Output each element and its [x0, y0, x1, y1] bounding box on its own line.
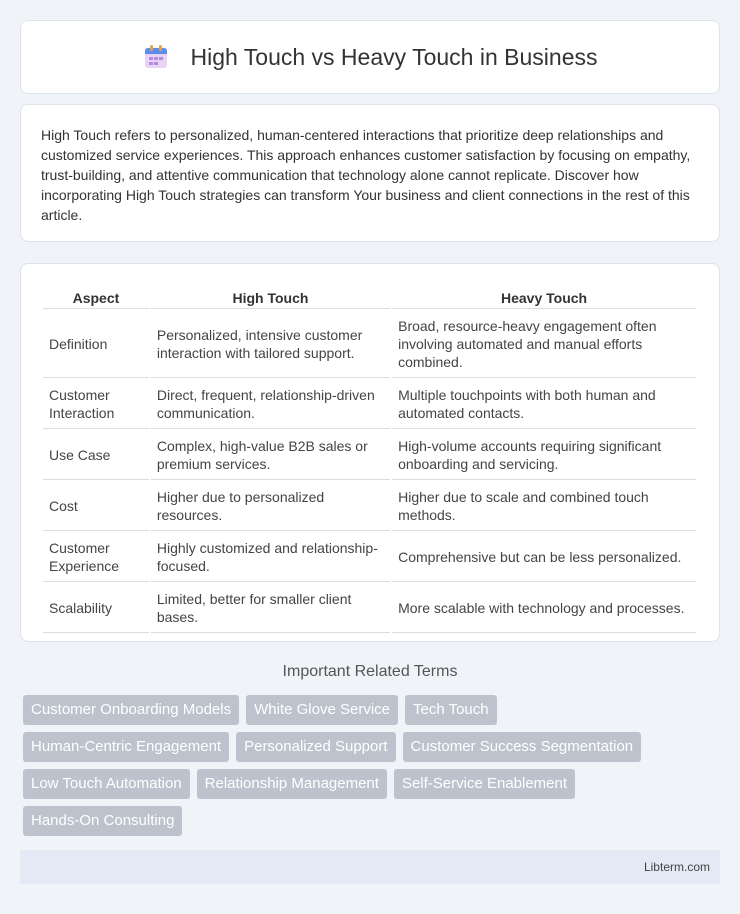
table-row — [43, 533, 696, 582]
term-tag[interactable]: Hands-On Consulting — [23, 806, 182, 836]
term-tag[interactable]: White Glove Service — [246, 695, 398, 725]
header-heavy-touch: Heavy Touch — [392, 286, 696, 309]
footer-site-link[interactable]: Libterm.com — [643, 860, 710, 874]
row-high-touch: Complex, high-value B2B sales or premium services. — [151, 431, 390, 480]
comparison-card — [20, 263, 720, 642]
term-tag[interactable]: Tech Touch — [405, 695, 497, 725]
table-row — [43, 584, 696, 633]
page-title: High Touch vs Heavy Touch in Business — [190, 43, 598, 70]
footer — [20, 850, 720, 884]
term-tag[interactable]: Customer Onboarding Models — [23, 695, 239, 725]
row-heavy-touch: Multiple touchpoints with both human and automated contacts. — [392, 380, 696, 429]
row-aspect: Use Case — [43, 431, 149, 480]
intro-paragraph: High Touch refers to personalized, human-centered interactions that prioritize deep relationships and customized service experiences. This approach enhances customer satisfaction by focusing on empathy, trust-building, and attentive communication that technology alone cannot replicate. Discover how incorporating High Touch strategies can transform Your business and client connections in the rest of this article. — [41, 127, 691, 223]
row-high-touch: Limited, better for smaller client bases. — [151, 584, 390, 633]
row-aspect: Customer Experience — [43, 533, 149, 582]
row-heavy-touch: More scalable with technology and processes. — [392, 584, 696, 633]
table-row — [43, 482, 696, 531]
row-heavy-touch: Broad, resource-heavy engagement often involving automated and manual efforts combined. — [392, 311, 696, 378]
row-heavy-touch: High-volume accounts requiring significant onboarding and servicing. — [392, 431, 696, 480]
table-row — [43, 431, 696, 480]
comparison-table — [41, 284, 698, 635]
term-tag[interactable]: Self-Service Enablement — [394, 769, 575, 799]
row-high-touch: Direct, frequent, relationship-driven communication. — [151, 380, 390, 429]
row-heavy-touch: Higher due to scale and combined touch methods. — [392, 482, 696, 531]
term-tag[interactable]: Customer Success Segmentation — [403, 732, 642, 762]
related-terms-list — [23, 695, 703, 836]
row-heavy-touch: Comprehensive but can be less personalized. — [392, 533, 696, 582]
table-header-row — [43, 286, 696, 309]
related-terms-title: Important Related Terms — [282, 663, 458, 680]
header-card — [20, 20, 720, 94]
term-tag[interactable]: Relationship Management — [197, 769, 387, 799]
term-tag[interactable]: Human-Centric Engagement — [23, 732, 229, 762]
row-aspect: Customer Interaction — [43, 380, 149, 429]
row-aspect: Definition — [43, 311, 149, 378]
header-aspect: Aspect — [43, 286, 149, 309]
intro-card — [20, 104, 720, 242]
header-high-touch: High Touch — [151, 286, 390, 309]
row-aspect: Scalability — [43, 584, 149, 633]
table-row — [43, 380, 696, 429]
table-row — [43, 311, 696, 378]
term-tag[interactable]: Low Touch Automation — [23, 769, 190, 799]
row-high-touch: Highly customized and relationship-focused. — [151, 533, 390, 582]
row-aspect: Cost — [43, 482, 149, 531]
row-high-touch: Personalized, intensive customer interaction with tailored support. — [151, 311, 390, 378]
calendar-icon — [143, 44, 169, 70]
term-tag[interactable]: Personalized Support — [236, 732, 395, 762]
row-high-touch: Higher due to personalized resources. — [151, 482, 390, 531]
